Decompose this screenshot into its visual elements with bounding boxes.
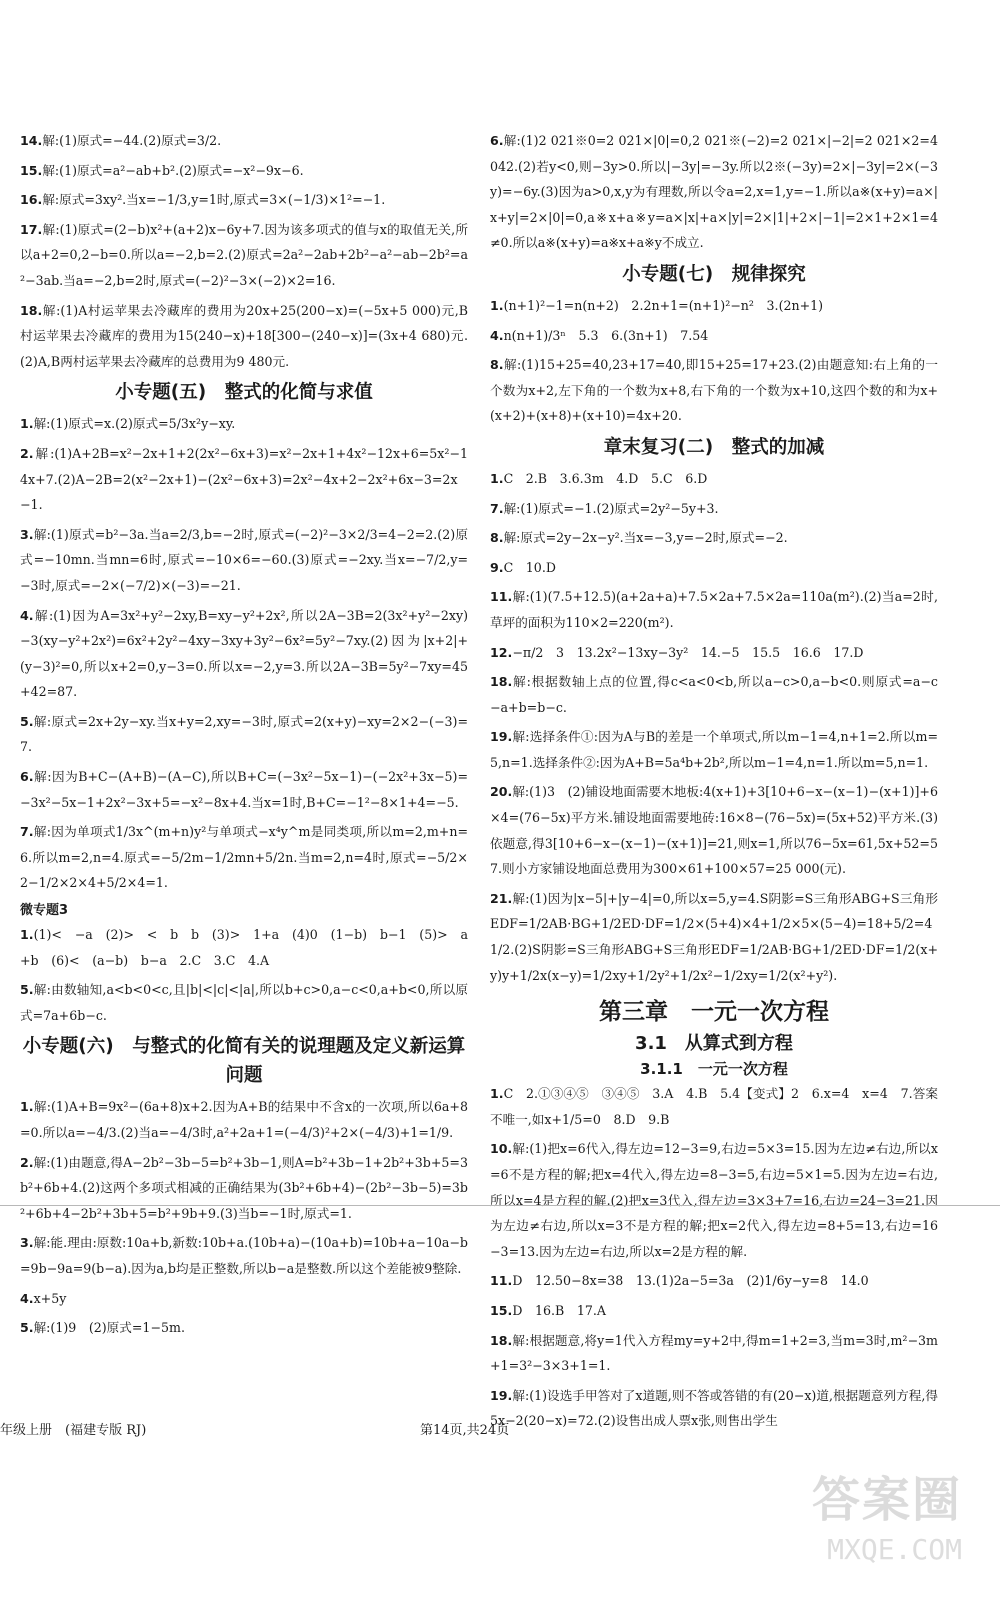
- answer-item: [20, 709, 468, 760]
- item-number: 14.: [20, 133, 43, 148]
- answer-item: [20, 1094, 468, 1145]
- page-number: 第14页,共24页: [420, 1423, 510, 1438]
- right-column: [490, 128, 938, 1438]
- item-number: 15.: [490, 1302, 513, 1318]
- item-number: 1.: [20, 1099, 34, 1115]
- answer-item: [20, 128, 468, 154]
- item-number: 1.: [490, 470, 504, 486]
- left-column: [20, 128, 468, 1345]
- watermark-logo-text: 答案圈: [811, 1472, 962, 1528]
- item-number: 6.: [490, 133, 504, 148]
- item-text: 解:(1)设选手甲答对了x道题,则不答或答错的有(20−x)道,根据题意列方程,得5x−2(20−x)=72.(2)设售出成人票x张,则售出学生: [490, 1387, 938, 1429]
- item-text: 解:(1)2 021※0=2 021×|0|=0,2 021※(−2)=2 021×|−2|=2 021×2=4 042.(2)若y<0,则−3y>0.所以|−3y|=−3y.所以2※(−3y)=2×|−3y|=2×(−3y)=−6y.(3)因为a>0,x,y为有理数,所以令a=2,x=1,y=−1.所以a※(x+y)=a×|x+y|=2×|0|=0,a※x+a※y=a×|x|+a×|y|=2×|1|+2×|−1|=2×1+2×1=4≠0.所以a※(x+y)=a※x+a※y不成立.: [490, 133, 938, 251]
- item-number: 15.: [20, 162, 43, 178]
- item-number: 16.: [20, 192, 43, 208]
- watermark-url: MXQE.COM: [827, 1533, 962, 1566]
- item-number: 1.: [20, 927, 34, 943]
- item-number: 4.: [20, 607, 34, 623]
- item-number: 7.: [490, 500, 504, 516]
- answer-item: [490, 293, 938, 319]
- chapter-heading: 第三章 一元一次方程: [599, 999, 829, 1026]
- page-footer: [0, 1420, 1000, 1442]
- item-number: 5.: [20, 713, 34, 729]
- item-text: 解:(1)原式=−44.(2)原式=3/2.: [42, 133, 222, 148]
- item-text: 解:(1)由题意,得A−2b²−3b−5=b²+3b−1,则A=b²+3b−1+2b²+3b+5=3b²+6b+4.(2)这两个多项式相减的正确结果为(3b²+6b+4)−(2b²−3b−5)=3b²+6b+4−2b²+3b+5=b²+9b+9.(3)当b=−1时,原式=1.: [20, 1154, 468, 1221]
- footer-book-label: 年级上册 (福建专版 RJ): [0, 1423, 147, 1438]
- section-heading: 章末复习(二) 整式的加减: [603, 436, 825, 458]
- answer-item: [20, 217, 468, 294]
- answer-item: [20, 158, 468, 184]
- item-number: 4.: [490, 327, 504, 343]
- item-number: 1.: [20, 416, 34, 432]
- answer-item: [490, 1328, 938, 1379]
- item-number: 4.: [20, 1290, 34, 1306]
- item-text: 解:(1)9 (2)原式=1−5m.: [33, 1320, 185, 1336]
- item-text: 解:因为B+C−(A+B)−(A−C),所以B+C=(−3x²−5x−1)−(−2x²+3x−5)=−3x²−5x−1+2x²−3x+5=−x²−8x+4.当x=1时,B+C=−1²−8×1+4=−5.: [20, 769, 468, 810]
- item-text: (n+1)²−1=n(n+2) 2.2n+1=(n+1)²−n² 3.(2n+1): [503, 297, 824, 313]
- item-number: 19.: [490, 729, 513, 745]
- answer-item: [20, 603, 468, 705]
- item-text: 解:(1)15+25=40,23+17=40,即15+25=17+23.(2)由题意知:右上角的一个数为x+2,左下角的一个数为x+8,右下角的一个数为x+10,这四个数的和为x+(x+2)+(x+8)+(x+10)=4x+20.: [490, 357, 938, 424]
- answer-item: [20, 187, 468, 213]
- item-text: C 10.D: [503, 559, 556, 575]
- answer-item: [490, 779, 938, 881]
- item-text: 解:原式=2x+2y−xy.当x+y=2,xy=−3时,原式=2(x+y)−xy=2×2−(−3)=7.: [20, 713, 468, 755]
- answer-item: [20, 522, 468, 599]
- item-number: 2.: [20, 445, 34, 461]
- item-number: 19.: [490, 1387, 513, 1403]
- sub2-heading: 3.1.1 一元一次方程: [640, 1060, 788, 1079]
- item-text: 解:能.理由:原数:10a+b,新数:10b+a.(10b+a)−(10a+b)=10b+a−10a−b=9b−9a=9(b−a).因为a,b均是正整数,所以b−a是整数.所以这个差能被9整除.: [20, 1235, 468, 1276]
- item-number: 3.: [20, 1235, 34, 1251]
- item-number: 17.: [20, 221, 43, 237]
- item-text: 解:(1)把x=6代入,得左边=12−3=9,右边=5×3=15.因为左边≠右边,所以x=6不是方程的解;把x=4代入,得左边=8−3=5,右边=5×1=5.因为左边=右边,所以x=4是方程的解.(2)把x=3代入,得左边=3×3+7=16,右边=24−3=21.因为左边≠右边,所以x=3不是方程的解;把x=2代入,得左边=8+5=13,右边=16−3=13.因为左边=右边,所以x=2是方程的解.: [490, 1141, 938, 1259]
- subsection-heading: 微专题3: [20, 903, 69, 919]
- item-number: 20.: [490, 784, 513, 800]
- item-text: 解:(1)原式=b²−3a.当a=2/3,b=−2时,原式=(−2)²−3×2/3=4−2=2.(2)原式=−10mn.当mn=6时,原式=−10×6=−60.(3)原式=−2xy.当x=−7/2,y=−3时,原式=−2×(−7/2)×(−3)=−21.: [20, 526, 468, 593]
- item-number: 5.: [20, 1320, 34, 1336]
- item-number: 7.: [20, 824, 34, 840]
- answer-item: [490, 466, 938, 492]
- answer-item: [490, 886, 938, 988]
- answer-item: [20, 1315, 468, 1341]
- answer-item: [20, 1286, 468, 1312]
- answer-item: [20, 1150, 468, 1227]
- answer-item: [20, 1230, 468, 1281]
- watermark-logo: [792, 1468, 962, 1588]
- item-text: 解:(1)A+2B=x²−2x+1+2(2x²−6x+3)=x²−2x+1+4x²−12x+6=5x²−14x+7.(2)A−2B=2(x²−2x+1)−(2x²−6x+3)=2x²−4x+2−2x²+6x−3=2x−1.: [20, 445, 468, 513]
- item-text: 解:由数轴知,a<b<0<c,且|b|<|c|<|a|,所以b+c>0,a−c<0,a+b<0,所以原式=7a+6b−c.: [20, 982, 468, 1023]
- item-text: 解:(1)(7.5+12.5)(a+2a+a)+7.5×2a+7.5×2a=110a(m²).(2)当a=2时,草坪的面积为110×2=220(m²).: [490, 589, 938, 630]
- answer-item: [490, 1268, 938, 1294]
- answer-item: [490, 1081, 938, 1132]
- answer-item: [20, 764, 468, 815]
- item-text: 解:选择条件①:因为A与B的差是一个单项式,所以m−1=4,n+1=2.所以m=5,n=1.选择条件②:因为A+B=5a⁴b+2b²,所以m−1=4,n=1.所以m=5,n=1.: [490, 729, 938, 770]
- section-heading: 小专题(七) 规律探究: [622, 263, 806, 285]
- item-text: 解:根据数轴上点的位置,得c<a<0<b,所以a−c>0,a−b<0.则原式=a−c−a+b=b−c.: [490, 674, 938, 715]
- item-text: n(n+1)/3ⁿ 5.3 6.(3n+1) 7.54: [503, 327, 709, 343]
- item-text: 解:因为单项式1/3x^(m+n)y²与单项式−x⁴y^m是同类项,所以m=2,m+n=6.所以m=2,n=4.原式=−5/2m−1/2mn+5/2n.当m=2,n=4时,原式=−5/2×2−1/2×2×4+5/2×4=1.: [20, 824, 468, 891]
- answer-item: [490, 128, 938, 256]
- answer-item: [490, 584, 938, 635]
- item-text: 解:原式=2y−2x−y².当x=−3,y=−2时,原式=−2.: [503, 530, 788, 546]
- answer-item: [20, 441, 468, 518]
- item-number: 18.: [490, 674, 513, 690]
- item-number: 1.: [490, 1086, 504, 1102]
- answer-item: [490, 1298, 938, 1324]
- item-text: D 12.50−8x=38 13.(1)2a−5=3a (2)1/6y−y=8 14.0: [512, 1273, 869, 1289]
- item-text: 解:(1)A+B=9x²−(6a+8)x+2.因为A+B的结果中不含x的一次项,所以6a+8=0.所以a=−4/3.(2)当a=−4/3时,a²+2a+1=(−4/3)²+2×(−4/3)+1=1/9.: [20, 1099, 468, 1140]
- item-number: 12.: [490, 644, 513, 660]
- item-text: 解:(1)原式=a²−ab+b².(2)原式=−x²−9x−6.: [42, 162, 304, 178]
- item-number: 1.: [490, 297, 504, 313]
- item-text: −π/2 3 13.2x²−13xy−3y² 14.−5 15.5 16.6 17.D: [512, 644, 864, 660]
- divider-line: [0, 1205, 1000, 1206]
- item-number: 3.: [20, 526, 34, 542]
- item-number: 21.: [490, 890, 513, 906]
- answer-item: [20, 411, 468, 437]
- answer-item: [20, 922, 468, 973]
- item-number: 9.: [490, 559, 504, 575]
- answer-item: [490, 496, 938, 522]
- item-number: 11.: [490, 589, 513, 605]
- answer-item: [20, 819, 468, 896]
- answer-item: [490, 724, 938, 775]
- item-text: C 2.①③④⑤ ③④⑤ 3.A 4.B 5.4【变式】2 6.x=4 x=4 7.答案不唯一,如x+1/5=0 8.D 9.B: [490, 1086, 938, 1127]
- item-number: 18.: [20, 302, 43, 318]
- section-heading: 小专题(五) 整式的化简与求值: [115, 382, 373, 404]
- item-text: D 16.B 17.A: [512, 1302, 607, 1318]
- answer-item: [490, 1136, 938, 1264]
- item-text: 解:(1)3 (2)铺设地面需要木地板:4(x+1)+3[10+6−x−(x−1)−(x+1)]+6×4=(76−5x)平方米.铺设地面需要地砖:16×8−(76−5x)=(5x+52)平方米.(3)依题意,得3[10+6−x−(x−1)−(x+1)]=21,则x=1,所以76−5x=61,5x+52=57.则小方家铺设地面总费用为300×61+100×57=25 000(元).: [490, 784, 938, 877]
- answer-item: [490, 640, 938, 666]
- answer-item: [490, 525, 938, 551]
- item-number: 11.: [490, 1273, 513, 1289]
- item-text: x+5y: [33, 1290, 67, 1306]
- item-number: 8.: [490, 530, 504, 546]
- section-heading: 小专题(六) 与整式的化简有关的说理题及定义新运算问题: [22, 1036, 466, 1087]
- item-text: 解:(1)因为A=3x²+y²−2xy,B=xy−y²+2x²,所以2A−3B=2(3x²+y²−2xy)−3(xy−y²+2x²)=6x²+2y²−4xy−3xy+3y²−6x²=5y²−7xy.(2)因为|x+2|+(y−3)²=0,所以x+2=0,y−3=0.所以x=−2,y=3.所以2A−3B=5y²−7xy=45+42=87.: [20, 607, 468, 700]
- item-text: 解:原式=3xy².当x=−1/3,y=1时,原式=3×(−1/3)×1²=−1.: [42, 192, 386, 208]
- item-number: 8.: [490, 357, 504, 373]
- item-text: 解:(1)原式=x.(2)原式=5/3x²y−xy.: [33, 416, 236, 432]
- answer-item: [20, 977, 468, 1028]
- item-text: 解:(1)因为|x−5|+|y−4|=0,所以x=5,y=4.S阴影=S三角形ABG+S三角形EDF=1/2AB·BG+1/2ED·DF=1/2×(5+4)×4+1/2×5×(5−4)=18+5/2=41/2.(2)S阴影=S三角形ABG+S三角形EDF=1/2AB·BG+1/2ED·DF=1/2(x+y)y+1/2x(x−y)=1/2xy+1/2y²+1/2x²−1/2xy=1/2(x²+y²).: [490, 890, 938, 983]
- item-number: 2.: [20, 1154, 34, 1170]
- answer-item: [490, 352, 938, 429]
- item-number: 6.: [20, 769, 34, 785]
- item-number: 18.: [490, 1332, 513, 1348]
- answer-item: [490, 669, 938, 720]
- item-text: 解:根据题意,将y=1代入方程my=y+2中,得m=1+2=3,当m=3时,m²−3m+1=3²−3×3+1=1.: [490, 1332, 938, 1374]
- answer-item: [20, 298, 468, 375]
- item-number: 5.: [20, 982, 34, 998]
- item-number: 10.: [490, 1141, 513, 1157]
- answer-item: [490, 323, 938, 349]
- item-text: C 2.B 3.6.3m 4.D 5.C 6.D: [503, 470, 708, 486]
- item-text: 解:(1)A村运苹果去冷藏库的费用为20x+25(200−x)=(−5x+5 000)元,B村运苹果去冷藏库的费用为15(240−x)+18[300−(240−x)]=(3x+4 680)元.(2)A,B两村运苹果去冷藏库的总费用为9 480元.: [20, 302, 468, 369]
- item-text: 解:(1)原式=(2−b)x²+(a+2)x−6y+7.因为该多项式的值与x的取值无关,所以a+2=0,2−b=0.所以a=−2,b=2.(2)原式=2a²−2ab+2b²−a²−ab−2b²=a²−3ab.当a=−2,b=2时,原式=(−2)²−3×(−2)×2=16.: [20, 221, 468, 288]
- item-text: 解:(1)原式=−1.(2)原式=2y²−5y+3.: [503, 500, 719, 516]
- answer-item: [490, 555, 938, 581]
- sub1-heading: 3.1 从算式到方程: [635, 1033, 793, 1055]
- item-text: (1)< −a (2)> < b b (3)> 1+a (4)0 (1−b) b−1 (5)> a+b (6)< (a−b) b−a 2.C 3.C 4.A: [20, 927, 468, 968]
